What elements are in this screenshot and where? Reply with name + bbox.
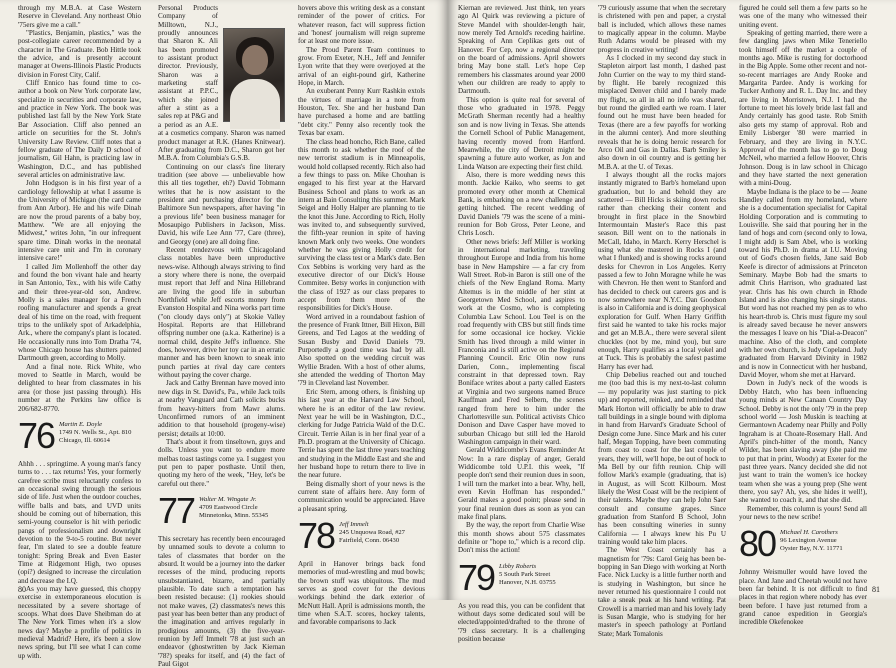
class-year-number: 80 bbox=[739, 523, 776, 565]
paragraph: The West Coast certainly has a magnetism for '79s: Carol Geig has been be-bopping in San Diego with working at North Face. Nick Lucky is a little further north and is studying in Washington, but since he never returned his questionnaire I could not take a sneak peak at his hand writing. Pat Crowell is a married man and his lovely lady is Susan Margie, who is studying for her master's in speech pathology at Portland State; Mark Tomalonis bbox=[598, 546, 726, 638]
paragraph: Eric Stern, among others, is finishing up his last year at the Harvard Law School, where he is an editor of the law review. Next year he will be in Washington, D.C., clerking for Judge Patricia Wald of the D.C. Circuit. Terrie Ailan is in her final year of a Ph.D. program at the University of Chicago. Terrie has spent the last three years teaching and studying in the Middle East and she and her husband hope to return there to live in the near future. bbox=[298, 387, 425, 480]
paragraph: Down in Judy's neck of the woods is Debby Hatch, who has been influencing young minds at New Canaan Country Day School. Debby is not the only '79 in the prep school world — Josh Muskin is teaching at Germantown Academy near Philly and Polly Ingraham is at Choate-Rosemary Hall. And April's pinch-hitter of the month, Nancy Wilder, has been slaving away (she paid me to put that in print, Woody) at Exeter for the past three years. Nancy decided she did not just want to train the women's ice hockey team when she was a young prep (She went there, you say? Ah, yes, she hides it well!), she wanted to coach it, and that she did. bbox=[739, 379, 867, 505]
class-secretary-address bbox=[339, 519, 405, 545]
class-header-77 bbox=[158, 489, 285, 531]
class-secretary-address bbox=[499, 561, 556, 587]
paragraph: Jack and Cathy Brennan have moved into new digs in St. David's, Pa., while Jack toils at nearby Vanguard and Cath solicits bucks from heavy-hitters from Mawr alums. Unconfirmed rumors of an imminent addition to that household (progeny-wise) persist; details at 10:00. bbox=[158, 379, 285, 438]
paragraph: '79 curiously assume that when the secretary is christened with pen and paper, a crystal ball is included, which allows these names to magically appear in the column. Maybe Ruth Adams would be pleased with my progress in creative writing! bbox=[598, 4, 726, 54]
class-year-number: 77 bbox=[158, 489, 195, 531]
paragraph: Chip Debelius reached out and touched me (too bad this is my next-to-last column — my popularity was just starting to pick up) and reported, reinked, and reminded that Mark Horton will officially be able to draw tall buildings in a single bound with diploma in hand from Harvard's Graduate School of Design come June. Since Mark and his cuter half, Megan Topping, have been commuting from coast to coast for the last couple of years, they will, we'll hope, be out of hock to Ma Bell by our fifth reunion. Chip will follow Mark's example (graduating, that is) in August, as will Scott Kilbourn. Most likely the West Coast will be the recipient of their talents. Maybe they can help John Saer consult and consume grapes. Since graduation from Stanford B School, John has been consulting wineries in sunny California — I always knew his Pu U training would take him places. bbox=[598, 371, 726, 546]
right-column-3 bbox=[739, 4, 867, 627]
paragraph: Maybe Indiana is the place to be — Jeane Handley called from my homeland, where she is a documentation specialist for Capital Holding Corporation and is commuting to Louisville. She said that pouring her in the land of hogs and corn (second only to Iowa, I might add) is Sam Abel, who is working toward his Ph.D. in drama at I.U. Moving out of God's chosen fields, Jane said Bob Keefe is director of admissions at Princeton Seminary. Maybe Bob had the smarts to admit Chris Harrison, who graduated last year. Chris has his own church in Rhode Island and is also changing his single status. But word has not reached my pen as to who his heart-throb is. Chris must figure my soul is already saved because he never answers the messages I leave on his "Dial-a-Deacon" machine. Also of the cloth, and complete with her own church, is Judy Copeland. Judy graduated from Harvard Divinity in 1982 and is now in Connecticut with her husband, David Moyer, whom she met at Harvard. bbox=[739, 187, 867, 380]
paragraph: "Plastics, Benjamin, plastics," was the post-collegiate career recommended by a character in The Graduate. Bob Hittle took the advice, and is presently account manager at Owens-Illinois Plastic Products division in Forest City, Calif. bbox=[18, 29, 141, 79]
secretary-name: Michael H. Carothers bbox=[780, 529, 838, 537]
secretary-street: 4709 Eastwood Circle bbox=[199, 503, 258, 511]
secretary-city: Minnetonka, Minn. 55345 bbox=[199, 511, 269, 519]
page-number: 80 bbox=[18, 585, 26, 594]
secretary-name: Jeff Immelt bbox=[339, 520, 369, 528]
right-column-1 bbox=[458, 4, 585, 644]
class-year-number: 76 bbox=[18, 414, 55, 456]
secretary-city: Hanover, N.H. 03755 bbox=[499, 578, 556, 586]
class-header-79 bbox=[458, 556, 585, 598]
paragraph: Continuing on our class's fine literary tradition (see above — unbelievable how this all ties together, eh?) David Tobmann writes that he is now assistant to the president and purchasing director for the Baltimore Sun newspapers, after having "in a previous life" been business manager for Mosaupigo Publishers in Jackson, Miss. David, his wife Lee Ann '77, Care (three), and Georgy (one) are all doing fine. bbox=[158, 162, 285, 246]
portrait-image bbox=[223, 28, 285, 122]
paragraph: Personal Products Company of Milltown, N.J., proudly announces that Sharon K. Ali has been promoted to assistant product director. Previously, Sharon was a marketing staff assistant at P.P.C., which she joined after a stint as a sales rep at P&G and a period as an A.E. at a cosmetics company. Sharon was named product manager at R.K. (Hanes Knitwear). After graduating from D.C., Sharon got her M.B.A. from Columbia's G.S.B. bbox=[158, 4, 285, 163]
paragraph: Johnny Weismuller would have loved the place. And Jane and Cheetah would not have been far behind. It is not difficult to find places in that region where nobody has ever been before. I have just returned from a grand canoe expedition in Georgia's incredible Okefenokee bbox=[739, 568, 867, 627]
paragraph: through my M.B.A. at Case Western Reserve in Cleveland. Any northeast Ohio '75ers give me a call." bbox=[18, 4, 141, 29]
paragraph: Being dismally short of your news is the current state of affairs here. Any form of communication would be appreciated. Have a pleasant spring. bbox=[298, 479, 425, 513]
secretary-name: Martin E. Doyle bbox=[59, 420, 103, 428]
paragraph: The Proud Parent Team continues to grow. From Exeter, N.H., Jeff and Jennifer Lyon write that they were overjoyed at the arrival of an eight-pound girl, Katherine Hope, in March. bbox=[298, 45, 425, 88]
paragraph: As you read this, you can be confident that without days some dedicated soul will be elected/appointed/drafted to the throne of '79 class secretary. It is a challenging position because bbox=[458, 601, 585, 644]
class-year-number: 79 bbox=[458, 556, 495, 598]
left-column-2 bbox=[158, 4, 285, 668]
paragraph: The class head honcho, Rich Bane, called this month to ask whether the roof of the new terrorist stadium is in Minneapolis, would hold collapsed recently. Rich also had a few things to pass on. Mike Chouhan is engaged to his first year at the Harvard Business School and plans to work as an intern at Bain Consulting this summer. Mark Seigel and Holly Halper are planning to tie the knot this June. According to Rich, Holly was invited to, and subsequently survived, the fifth-year reunion in spite of having known Mark only two weeks. One wonders whether he was giving Holly credit for surviving the class test or a Mark's date. Ben Cox Sebbins is working very hard as the executive director of our Dick's House Commitee. Betsy works in conjunction with the class of 1927 as our class prepares to accept from them more of the responsibilities for Dick's House. bbox=[298, 137, 425, 313]
paragraph: An exuberant Penny Kurr Rashkin extols the virtues of marriage in a note from Houston, Tex. She and her husband Dan have purchased a home and are battling "debt city." Penny also recently took the Texas bar exam. bbox=[298, 87, 425, 138]
class-secretary-address bbox=[199, 494, 268, 520]
paragraph: Ahhh . . . springtime. A young man's fancy turns to . . . tax returns! Yes, your formerly carefree scribe must reluctantly confess to an occasional swing through the serious side of life. Just when the outdoor couches, wiffle balls and bats, and UVD units should be coming out of hibernation, this semi-young counselor is hit with periodic pangs of professionalism and downright devotion to the 9-to-5 routine. But never fear, I'm slated to see a double feature tonight: Spring Break and Even Easter Time at Ridgemont High, two opuses (opi?) designed to increase the circulation and decrease the I.Q. bbox=[18, 459, 141, 585]
paragraph: Other news briefs: Jeff Miller is working in international marketing, traveling throughout Europe and India from his home base in New Hampshire — a far cry from Wall Street. Rob-in Baron is still one of the chiefs of the New England Roma. Marty Altemus is in the middle of her stint at Georgetown Med School, and aspires to work at the Cosmo, who is completing Columbia Law School. Lou Teel is on the road frequently with CBS but still finds time for some occasional ice hockey. Vickie Smith has lived through a mild winter in Franconia and is still active on the Regional Planning Council. Eric Olin now runs Darien, Conn., implementing fiscal constraint in that depressed town. Ray Boniface writes about a party called Easters at Virginia and two surgeons named Bruce Kauffman and Fred Selbern, the scenes ranged from here to him under the Charlottesville sun. Political activists Chico Donison and Dave Casper have moved to suburban Chicago but still led the Harold Washington campaign in their ward. bbox=[458, 237, 585, 446]
paragraph: Recent rendezvous with Chicagoland class notables have been unproductive news-wise. Although always striving to find a story where there is none, the overpaid must report that Jeff and Nina Hillebrand are living the good life in suburban Northfield while Jeff escorts money from Evanston Hospital and Nina works part time ("on cloudy days only") at Skokie Valley Hospital. Reports are that Hillebrand offspring number one (a.k.a. Katherine) is a normal child, despite Jeff's influence. She does, however, drive her toy car in an erratic manner and has been known to sneak into punch parties at rival day care centers without paying the cover charge. bbox=[158, 245, 285, 380]
paragraph: I always thought all the rocks majors instantly migrated to Barb's homeland upon graduation, but lo and behold they are scattered — Bill Hicks is skiing down rocks rather than checking their content and brought in first place in the Snowbird Intermountain Master's Race this past season. Bill went on to the nationals in McCall, Idaho, in March. Kerry Herschel is using what she mastered in Rocks I (and what I flunked) and is showing rocks around desks for Chevron in Los Angeles. Kerry passed a few to John Moragne while he was with Chevron. He then went to Stanford and has decided to check out careers gos and is now somewhere near N.Y.C. Dan Goodson is also in California and is doing geophysical exploration for Gulf. When Harry Griffith first said he wanted to take his rocks major and get an M.B.A., there were several silent chuckles (not by me, mind you), but sure enough, Harry qualifies as a local yokel and at Tuck. This is probably the safest pastime Harry has ever had. bbox=[598, 170, 726, 371]
class-year-number: 78 bbox=[298, 514, 335, 556]
class-header-76 bbox=[18, 414, 141, 456]
paragraph: Word arrived in a roundabout fashion of the presence of Frank Ittner, Bill Hixon, Bill Greens, and Ted Lagos at the wedding of Susan Busby and David Daniels '79. Purportedly a good time was had by all. Also spotted on the wedding circuit was Wyllie Braden. With a host of other alums, she attended the wedding of Thorton May '79 in Cleveland last November. bbox=[298, 312, 425, 388]
secretary-street: 245 Unquowa Road, #27 bbox=[339, 528, 405, 536]
paragraph: Kiernan are reviewed. Just think, ten years ago Al Quirk was reviewing a picture of Steve Mandel with shoulder-length hair, now merely Ted Arnold's receding hairline. Speaking of Ann Ceplikas gets out of Hanover. For Cep, now a regional director on the board of admissions. April showers bring May bone stall. Let's hope Cep remembers his classmates around year 2000 when our children are ready to apply to Dartmouth. bbox=[458, 4, 585, 96]
secretary-street: 5 South Park Street bbox=[499, 570, 551, 578]
paragraph: John Hodgson is in his first year of a cardiology fellowship at what I assume is the University of Michigan (the card came from Ann Arbor). He and his wife Dinah are now the proud parents of a baby boy, Matthew. "We are all enjoying the Midwest," writes John, "in our infrequent spare time. Dinah works in the neonatal intensive care unit and I'm in coronary intensive care!" bbox=[18, 179, 141, 263]
paragraph: And a final note. Rick White, who moved to Seattle in March, would be delighted to hear from classmates in his area (or those just passing through). His number at the Perkins law office is 206/682-8770. bbox=[18, 362, 141, 413]
right-column-2 bbox=[598, 4, 726, 638]
class-secretary-address bbox=[59, 419, 131, 445]
secretary-city: Oyster Bay, N.Y. 11771 bbox=[780, 545, 843, 553]
paragraph: Speaking of getting married, there were a few dangling jaws when Mike Teneriello took himself off the market a couple of months ago. Mike is rusting for doctorhood in the Big Apple. Some other recent and not-so-recent marriages are Andy Rooke and Margarita Pardee. Andy is working for Tucker Anthony and R. L. Day Inc. and they are living in Morristown, N.J. I had the fortune to meet his lovely bride last fall and Andy certainly has good taste. Rob Smith also gets my stamp of approval. Rob and Emily Lisberger '80 were married in February, and they are living in N.Y.C. Approval of the month has to go to Doug McNeil, who married a fellow Hoover, Chris Johnson. Doug is in law school in Chicago and they have started the next generation with a mini-Doug. bbox=[739, 29, 867, 188]
secretary-name: Walter M. Wingate Jr. bbox=[199, 495, 257, 503]
paragraph: hovers above this writing desk as a constant reminder of the power of critics. For whatever reason, fact will suppress fiction and 'honest' journalism will reign supreme for at least one more issue. bbox=[298, 4, 425, 46]
page-number: 81 bbox=[872, 585, 880, 594]
paragraph: I called Jim Mollenhoff the other day and found the bon vivant hale and hearty in San Antonio, Tex., with his wife Cathy and their three-year-old son, Andrew. Molly is a sales manager for a French roofing manufacturer and spends a great deal of his time on the road, with frequent trips to the unlikely spot of Arkadelphia, Ark., where the company's plant is located. He occasionally runs into Tom Dratha '74, whose Chicago house has shutters painted Dartmouth green, according to Molly. bbox=[18, 262, 141, 363]
secretary-city: Chicago, Ill. 60614 bbox=[59, 436, 110, 444]
paragraph: April in Hanover brings back fond memories of mud-wrestling and mud bowls; the brown stuff was ubiquitous. The mud serves as good cover for the devious workings behind the dark exterior of McNutt Hall. April is admissions month, the time when S.A.T. scores, hockey talents, and favorable comparisons to Jack bbox=[298, 559, 425, 627]
right-page bbox=[448, 0, 896, 644]
paragraph: As I clocked in my second day stuck in Stapleton airport last month, I dashed past John Currier on the way to my third stand-by flight. He barely recognized this misplaced Denver child and I barely made my flight, so all in all no info was shared, but round the girdled earth we roam. I later found out he must have been headed for Texas (there are a few payoffs for working in the alumni center). And more sleuthing reveals that he is doing heroic research for Arco Oil and Gas in Dallas. Barb Smiley is also down in oil country and is getting her M.B.A. at the U. of Texas. bbox=[598, 54, 726, 171]
paragraph: That's about it from tinseltown, guys and dolls. Unless you want to endure more melbas toast tastings come ya. I suggest you put pen to paper posthaste. Until then, quoting my hero of the week, "Hey, let's be careful out there." bbox=[158, 437, 285, 488]
paragraph: figured he could sell them a few parts so he was one of the many who witnessed their uniting event. bbox=[739, 4, 867, 29]
paragraph: By the way, the report from Charlie Wise this month shows about 575 classmates definite or "hope to," which is a record clip. Don't miss the action! bbox=[458, 521, 585, 555]
paragraph: Also, there is more wedding news this month. Jackie Kaiko, who seems to get promoted every other month at Chemical Bank, is embarking on a new challenge and getting hitched. The recent wedding of David Daniels '79 was the scene of a mini-reunion for Bob Gross, Peter Leone, and Chris Losch. bbox=[458, 170, 585, 238]
left-column-3 bbox=[298, 4, 425, 627]
secretary-street: 1749 N. Wells St., Apt. 810 bbox=[59, 428, 132, 436]
paragraph: As you may have guessed, this choppy exercise in extemporaneous elocution is necessitated by a severe shortage of scoops. What does Dave Sheibman do at The New York Times when it's a slow news day? Maybe a profile of politics in medieval Madrid? Here, it's been a slow news spring, but I'll see what I can come up with. bbox=[18, 585, 141, 660]
paragraph: This option is quite real for several of those who graduated in 1978. Peggy McGrath Sherman recently had a healthy son and is now living in Texas. She attends the Cornell School of Public Management, having recently moved from Hartford. Meanwhile, the city of Detroit might be spawning a future auto worker, as Jon and Linda Watson are expecting their first child. bbox=[458, 95, 585, 171]
paragraph: This secretary has recently been encouraged by unnamed souls to devote a column to tales of classmates that border on the absurd. It would be a journey into the darker recesses of the mind, producing reports unsubstantiated, bizarre, and partially plausible. To date such a temptation has been resisted because: (1) rookies should not make waves, (2) classmates's news this past year has been better than any product of the imagination and arrives regularly in prodigious amounts, (3) the five-year-reunion by Jeff Immelt '78 at just such an endeavor (ghostwritten by Jack Kiernan '78?) speaks for itself, and (4) the fact of Paul Gigot bbox=[158, 534, 285, 668]
class-header-78 bbox=[298, 514, 425, 556]
secretary-city: Fairfield, Conn. 06430 bbox=[339, 536, 400, 544]
portrait-photo bbox=[223, 28, 285, 122]
secretary-street: 96 Lexington Avenue bbox=[780, 537, 837, 545]
paragraph: Remember, this column is yours! Send all your news to the new scribe! bbox=[739, 504, 867, 521]
class-header-80 bbox=[739, 523, 867, 565]
secretary-name: Libby Roberts bbox=[499, 562, 537, 570]
paragraph: Cliff Ennico has found time to co-author a book on New York corporate law, specialize in securities and corporate law, and practice in New York. The book was published last fall by the New York State Bar Association. Cliff also penned an article on securities for the St. John's University Law Review. Cliff notes that a fellow graduate of The Daily D school of journalism, Gil Hahn, is practicing law in Washington, D.C., and has published several articles on administrative law. bbox=[18, 79, 141, 179]
class-secretary-address bbox=[780, 527, 843, 553]
paragraph: Gerald Widdicombe's Evans Reminder At Now: In a rare display of anger, Gerald Widdicombe told U.P.I. this week, "If people don't send their reunion dues in soon, I will turn the market into a bear. Why, hell, even Kevin Hoffman has responded." Gerald makes a good point; please send in your final reunion dues as soon as you can make final plans. bbox=[458, 446, 585, 521]
